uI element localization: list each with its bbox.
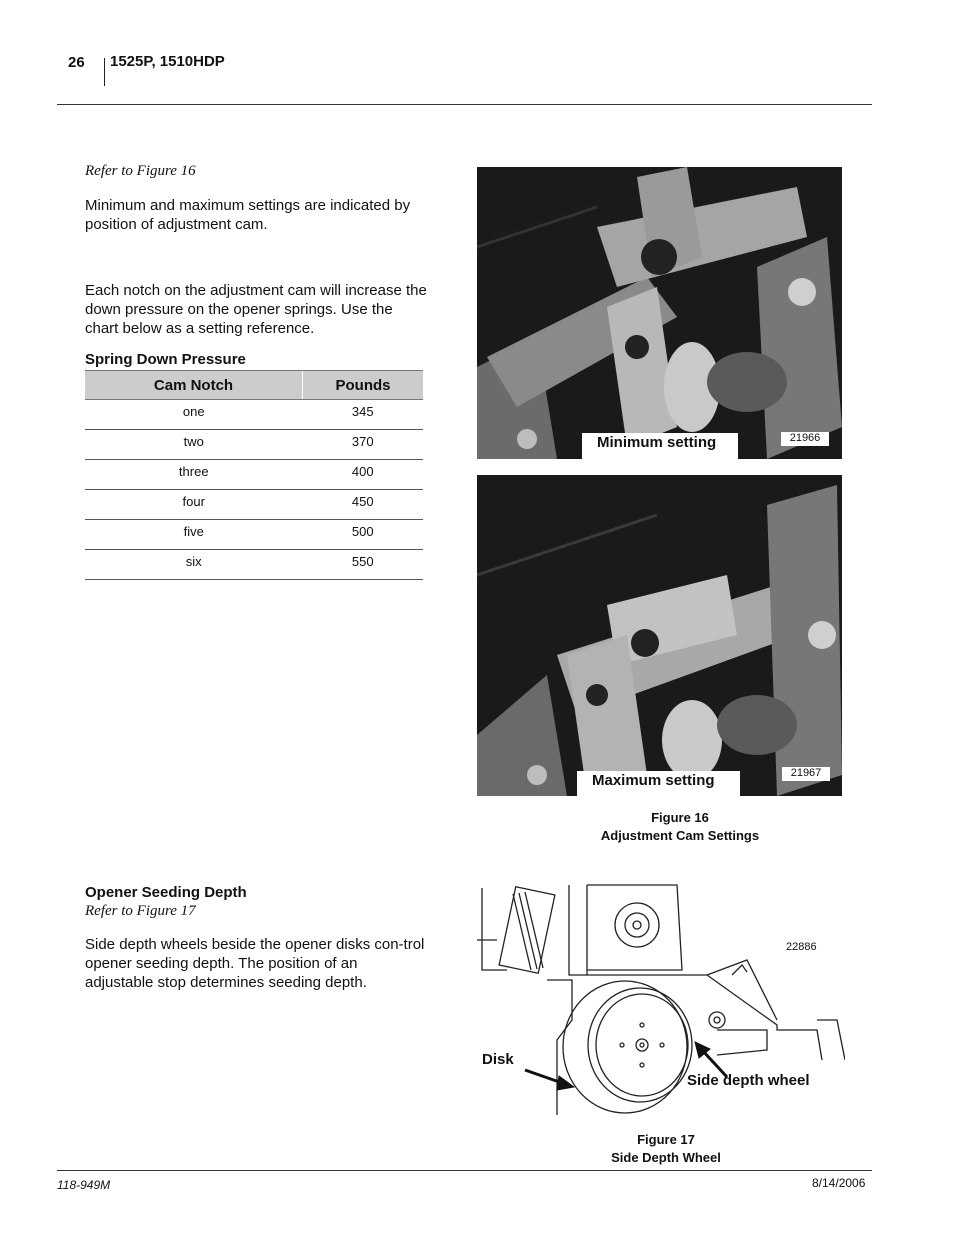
header-separator: [104, 58, 105, 86]
photo-number-21967: 21967: [782, 767, 830, 781]
minimum-setting-label: Minimum setting: [582, 433, 738, 459]
header-pounds: Pounds: [303, 371, 424, 400]
side-depth-wheel-label: Side depth wheel: [687, 1072, 810, 1089]
maximum-setting-photo: [477, 475, 842, 796]
figure-17-number: Figure 17: [637, 1132, 695, 1147]
opener-seeding-depth-heading: Opener Seeding Depth: [85, 884, 247, 901]
side-depth-paragraph: Side depth wheels beside the opener disks con-trol opener seeding depth. The position of an adjustable stop determines seeding depth.: [85, 936, 425, 991]
maximum-setting-label: Maximum setting: [577, 771, 740, 796]
figure-16-number: Figure 16: [651, 810, 709, 825]
refer-figure-17: Refer to Figure 17: [85, 903, 196, 919]
pounds-cell: 550: [303, 550, 424, 580]
side-depth-wheel-drawing: [477, 880, 845, 1125]
drawing-number-22886: 22886: [786, 941, 817, 953]
document-number: 118-949M: [57, 1178, 111, 1192]
pounds-cell: 450: [303, 490, 424, 520]
disk-label: Disk: [482, 1051, 514, 1068]
cam-notch-cell: three: [85, 460, 303, 490]
cam-notch-cell: four: [85, 490, 303, 520]
cam-notch-cell: five: [85, 520, 303, 550]
maximum-setting-illustration: [477, 475, 842, 796]
pounds-cell: 400: [303, 460, 424, 490]
header-cam-notch: Cam Notch: [85, 371, 303, 400]
figure-16-caption: [580, 809, 780, 845]
refer-figure-16: Refer to Figure 16: [85, 163, 196, 179]
table-row: [85, 520, 423, 550]
page-number: 26: [68, 54, 85, 71]
table-row: [85, 400, 423, 430]
model-title: 1525P, 1510HDP: [110, 53, 225, 70]
document-date: 8/14/2006: [812, 1176, 866, 1190]
figure-17-caption: [566, 1131, 766, 1167]
table-header-row: [85, 371, 423, 400]
figure-17-title: Side Depth Wheel: [611, 1150, 721, 1165]
min-max-paragraph: Minimum and maximum settings are indicated by position of adjustment cam.: [85, 197, 411, 233]
cam-notch-cell: one: [85, 400, 303, 430]
pounds-cell: 370: [303, 430, 424, 460]
table-row: [85, 550, 423, 580]
cam-notch-cell: six: [85, 550, 303, 580]
minimum-setting-illustration: [477, 167, 842, 459]
spring-table-title: Spring Down Pressure: [85, 351, 246, 368]
header-rule: [57, 104, 872, 105]
figure-16-title: Adjustment Cam Settings: [600, 828, 760, 843]
table-row: [85, 490, 423, 520]
pounds-cell: 500: [303, 520, 424, 550]
pounds-cell: 345: [303, 400, 424, 430]
photo-number-21966: 21966: [781, 432, 829, 446]
footer-rule: [57, 1170, 872, 1171]
cam-notch-cell: two: [85, 430, 303, 460]
minimum-setting-photo: [477, 167, 842, 459]
table-row: [85, 460, 423, 490]
notch-paragraph: Each notch on the adjustment cam will increase the down pressure on the opener springs. Use the chart below as a setting reference.: [85, 282, 427, 337]
spring-down-pressure-table: [85, 370, 423, 580]
table-row: [85, 430, 423, 460]
